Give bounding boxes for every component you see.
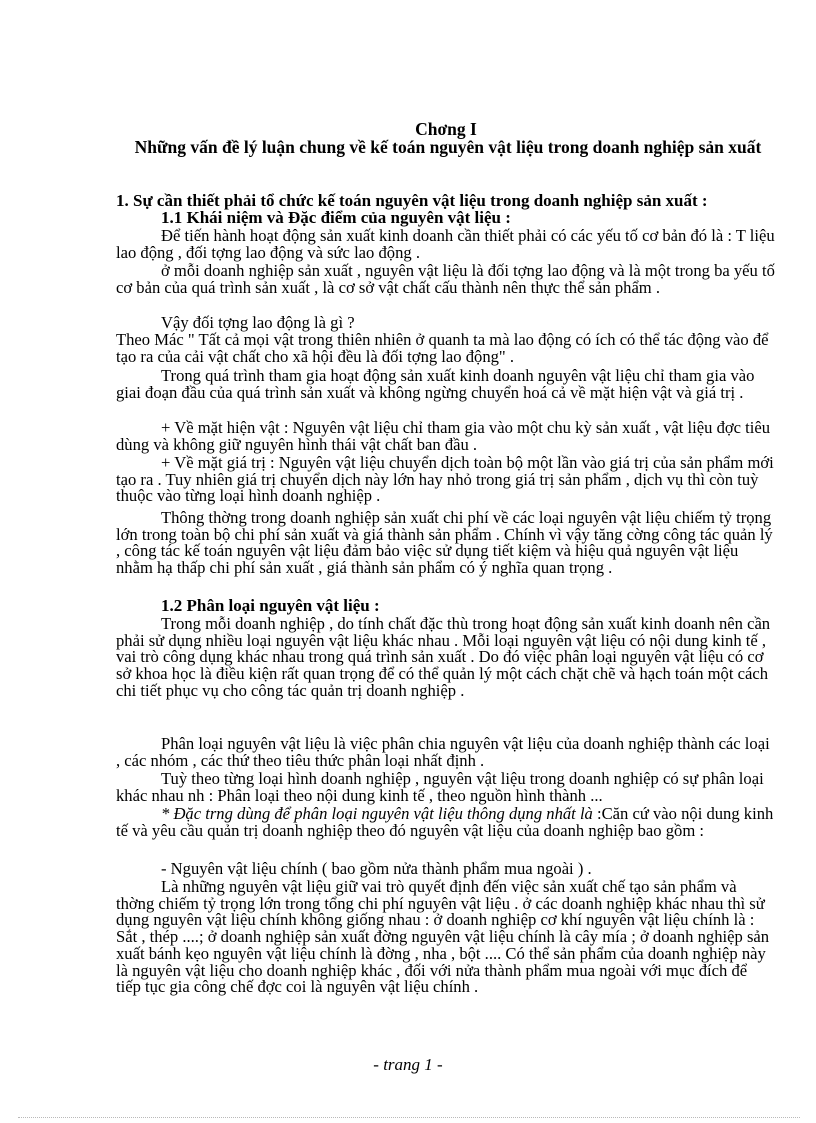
paragraph: + Về mặt hiện vật : Nguyên vật liệu chỉ tham gia vào một chu kỳ sản xuất , vật liệu đợc tiêu dùng và không giữ nguyên hình thái vật chất ban đầu . xyxy=(116,418,771,454)
paragraph: Vậy đối tợng lao động là gì ? xyxy=(161,313,355,332)
paragraph xyxy=(116,806,776,839)
italic-rest: :Căn cứ vào nội dung kinh tế và yêu cầu quản trị doanh nghiệp theo đó nguyên vật liệu của doanh nghiệp bao gồm : xyxy=(116,804,774,840)
subsection-heading: 1.2 Phân loại nguyên vật liệu : xyxy=(161,596,380,615)
chapter-label: Chơng I xyxy=(415,119,477,139)
italic-lead: * Đặc trng dùng để phân loại nguyên vật liệu thông dụng nhất là xyxy=(161,804,593,823)
chapter-title: Những vấn đề lý luận chung về kế toán nguyên vật liệu trong doanh nghiệp sản xuất xyxy=(134,137,762,157)
paragraph: Theo Mác " Tất cả mọi vật trong thiên nhiên ở quanh ta mà lao động có ích có thể tác động vào để tạo ra của cải vật chất cho xã hội đều là đối tợng lao động" . xyxy=(116,330,769,366)
paragraph: Trong quá trình tham gia hoạt động sản xuất kinh doanh nguyên vật liệu chỉ tham gia vào giai đoạn đầu của quá trình sản xuất và không ngừng chuyển hoá cả về mặt hiện vật và giá trị . xyxy=(116,366,755,402)
paragraph: Để tiến hành hoạt động sản xuất kinh doanh cần thiết phải có các yếu tố cơ bản đó là : T liệu lao động , đối tợng lao động và sức lao động . xyxy=(116,226,775,262)
paragraph: Trong mỗi doanh nghiệp , do tính chất đặc thù trong hoạt động sản xuất kinh doanh nên cần phải sử dụng nhiều loại nguyên vật liệu khác nhau . Mỗi loại nguyên vật liệu có nội dung kinh tế , vai trò công dụng khác nhau trong quá trình sản xuất . Do đó việc phân loại nguyên vật liệu có cơ sở khoa học là điều kiện rất quan trọng để có thể quản lý một cách chặt chẽ và hạch toán một cách chi tiết phục vụ cho công tác quản trị doanh nghiệp . xyxy=(116,614,771,700)
paragraph: Là những nguyên vật liệu giữ vai trò quyết định đến việc sản xuất chế tạo sản phẩm và thờng chiếm tỷ trọng lớn trong tổng chi phí nguyên vật liệu . ở các doanh nghiệp khác nhau thì sử dụng nguyên vật liệu chính không giống nhau : ở doanh nghiệp cơ khí nguyên vật liệu chính là : Sắt , thép ....; ở doanh nghiệp sản xuất đờng nguyên vật liệu chính là cây mía ; ở doanh nghiệp sản xuất bánh kẹo nguyên vật liệu chính là đờng , nha , bột .... Có thể sản phẩm của doanh nghiệp này là nguyên vật liệu cho doanh nghiệp khác , đối với nửa thành phẩm mua ngoài với mục đích để tiếp tục gia công chế đợc coi là nguyên vật liệu chính . xyxy=(116,877,770,997)
subsection-heading: 1.1 Khái niệm và Đặc điểm của nguyên vật liệu : xyxy=(161,208,511,227)
page-number: - trang 1 - xyxy=(373,1055,443,1074)
list-item: - Nguyên vật liệu chính ( bao gồm nửa thành phẩm mua ngoài ) . xyxy=(161,859,592,878)
section-heading: 1. Sự cần thiết phải tổ chức kế toán nguyên vật liệu trong doanh nghiệp sản xuất : xyxy=(116,191,708,210)
paragraph: Phân loại nguyên vật liệu là việc phân chia nguyên vật liệu của doanh nghiệp thành các loại , các nhóm , các thứ theo tiêu thức phân loại nhất định . xyxy=(116,734,770,770)
paragraph: Tuỳ theo từng loại hình doanh nghiệp , nguyên vật liệu trong doanh nghiệp có sự phân loại khác nhau nh : Phân loại theo nội dung kinh tế , theo nguồn hình thành ... xyxy=(116,769,764,805)
page-border xyxy=(18,1117,800,1118)
paragraph: Thông thờng trong doanh nghiệp sản xuất chi phí về các loại nguyên vật liệu chiếm tỷ trọng lớn trong toàn bộ chi phí sản xuất và giá thành sản phẩm . Chính vì vậy tăng cờng công tác quản lý , công tác kế toán nguyên vật liệu đảm bảo việc sử dụng tiết kiệm và hiệu quả nguyên vật liệu nhằm hạ thấp chi phí sản xuất , giá thành sản phẩm có ý nghĩa quan trọng . xyxy=(116,508,773,578)
paragraph: + Về mặt giá trị : Nguyên vật liệu chuyển dịch toàn bộ một lần vào giá trị của sản phẩm mới tạo ra . Tuy nhiên giá trị chuyển dịch này lớn hay nhỏ trong giá trị sản phẩm , dịch vụ thì còn tuỳ thuộc vào từng loại hình doanh nghiệp . xyxy=(116,453,774,506)
paragraph: ở mỗi doanh nghiệp sản xuất , nguyên vật liệu là đối tợng lao động và là một trong ba yếu tố cơ bản của quá trình sản xuất , là cơ sở vật chất cấu thành nên thực thể sản phẩm . xyxy=(116,261,775,297)
